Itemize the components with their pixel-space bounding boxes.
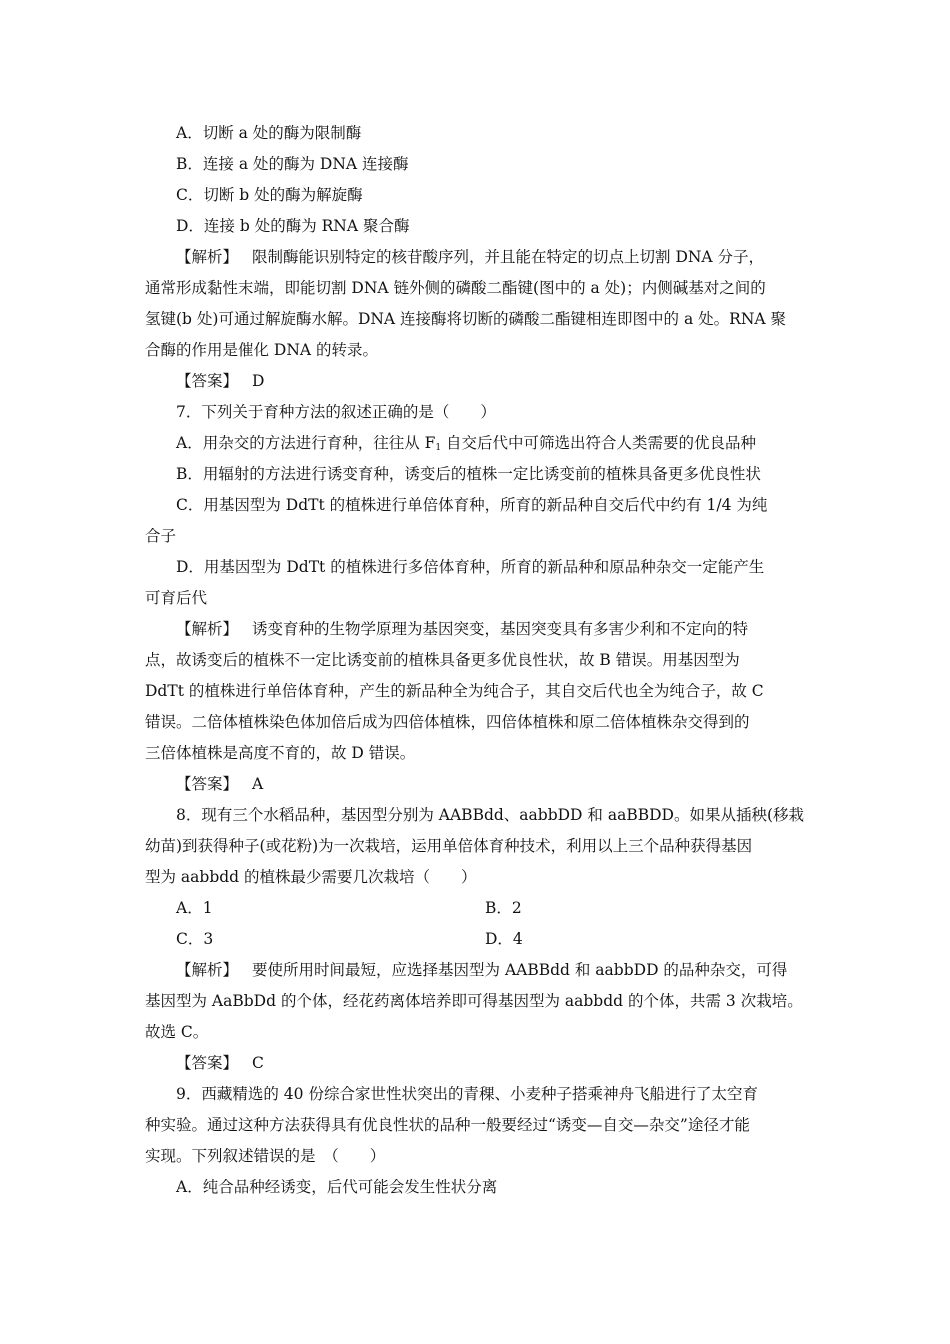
q7-analysis-line-5: 三倍体植株是高度不育的，故 D 错误。 [145, 744, 416, 762]
q8-analysis-line-2: 基因型为 AaBbDd 的个体，经花药离体培养即可得基因型为 aabbdd 的个体，共需 3 次栽培。 [145, 992, 803, 1010]
q8-analysis-line-1 [145, 955, 810, 986]
q6-option-b: B．连接 a 处的酶为 DNA 连接酶 [176, 155, 409, 173]
analysis-text: 要使所用时间最短，应选择基因型为 AABBdd 和 aabbDD 的品种杂交，可得 [252, 961, 788, 979]
q8-option-c: C．3 [176, 930, 214, 948]
q8-stem-line-2: 幼苗)到获得种子(或花粉)为一次栽培，运用单倍体育种技术，利用以上三个品种获得基因 [145, 837, 753, 855]
answer-label: 【答案】 [176, 1054, 239, 1072]
q8-analysis-line-3: 故选 C。 [145, 1023, 209, 1041]
q6-option-d: D．连接 b 处的酶为 RNA 聚合酶 [176, 217, 410, 235]
q6-analysis-line-3: 氢键(b 处)可通过解旋酶水解。DNA 连接酶将切断的磷酸二酯键相连即图中的 a 处。RNA 聚 [145, 310, 787, 328]
q7-option-c-line-1: C．用基因型为 DdTt 的植株进行单倍体育种，所育的新品种自交后代中约有 1/4 为纯 [176, 496, 768, 514]
q9-option-a: A．纯合品种经诱变，后代可能会发生性状分离 [176, 1178, 498, 1196]
q6-analysis-line-1 [145, 242, 810, 273]
q7-analysis-line-2: 点，故诱变后的植株不一定比诱变前的植株具备更多优良性状，故 B 错误。用基因型为 [145, 651, 740, 669]
q7-stem: 7．下列关于育种方法的叙述正确的是（ ） [176, 403, 496, 421]
q6-analysis-line-4: 合酶的作用是催化 DNA 的转录。 [145, 341, 379, 359]
q9-stem-line-1: 9．西藏精选的 40 份综合家世性状突出的青稞、小麦种子搭乘神舟飞船进行了太空育 [176, 1085, 758, 1103]
q8-option-b: B．2 [485, 899, 522, 917]
q7-option-c-line-2: 合子 [145, 527, 177, 545]
q9-stem-line-2: 种实验。通过这种方法获得具有优良性状的品种一般要经过“诱变—自交—杂交”途径才能 [145, 1116, 750, 1134]
q7-analysis-line-3: DdTt 的植株进行单倍体育种，产生的新品种全为纯合子，其自交后代也全为纯合子，故 C [145, 682, 764, 700]
answer-value: C [252, 1054, 264, 1072]
q7-option-a-pre: A．用杂交的方法进行育种，往往从 F [176, 434, 436, 452]
answer-value: A [252, 775, 264, 793]
analysis-text: 限制酶能识别特定的核苷酸序列，并且能在特定的切点上切割 DNA 分子， [252, 248, 765, 266]
q8-options-row-1 [145, 893, 810, 924]
q7-option-b: B．用辐射的方法进行诱变育种，诱变后的植株一定比诱变前的植株具备更多优良性状 [176, 465, 761, 483]
analysis-label: 【解析】 [176, 248, 239, 266]
q6-answer [145, 366, 810, 397]
document-body [145, 118, 810, 1203]
q7-option-d-line-1: D．用基因型为 DdTt 的植株进行多倍体育种，所育的新品种和原品种杂交一定能产生 [176, 558, 765, 576]
q7-option-a-post: 自交后代中可筛选出符合人类需要的优良品种 [441, 434, 757, 452]
q6-option-a: A．切断 a 处的酶为限制酶 [176, 124, 362, 142]
analysis-label: 【解析】 [176, 620, 239, 638]
q7-analysis-line-1 [145, 614, 810, 645]
q7-option-a-subscript: 1 [435, 443, 442, 453]
answer-value: D [252, 372, 265, 390]
q8-option-d: D．4 [485, 930, 523, 948]
q8-options-row-2 [145, 924, 810, 955]
answer-label: 【答案】 [176, 372, 239, 390]
answer-label: 【答案】 [176, 775, 239, 793]
analysis-text: 诱变育种的生物学原理为基因突变，基因突变具有多害少利和不定向的特 [252, 620, 749, 638]
q8-stem-line-3: 型为 aabbdd 的植株最少需要几次栽培（ ） [145, 868, 477, 886]
q8-option-a: A．1 [176, 899, 213, 917]
q7-analysis-line-4: 错误。二倍体植株染色体加倍后成为四倍体植株，四倍体植株和原二倍体植株杂交得到的 [145, 713, 750, 731]
q6-option-c: C．切断 b 处的酶为解旋酶 [176, 186, 363, 204]
q8-answer [145, 1048, 810, 1079]
q8-stem-line-1: 8．现有三个水稻品种，基因型分别为 AABBdd、aabbDD 和 aaBBDD。如果从插秧(移栽 [176, 806, 805, 824]
q6-analysis-line-2: 通常形成黏性末端，即能切割 DNA 链外侧的磷酸二酯键(图中的 a 处)；内侧碱基对之间的 [145, 279, 766, 297]
q7-answer [145, 769, 810, 800]
q7-option-a [145, 428, 810, 459]
analysis-label: 【解析】 [176, 961, 239, 979]
q9-stem-line-3: 实现。下列叙述错误的是 （ ） [145, 1147, 386, 1165]
q7-option-d-line-2: 可育后代 [145, 589, 208, 607]
